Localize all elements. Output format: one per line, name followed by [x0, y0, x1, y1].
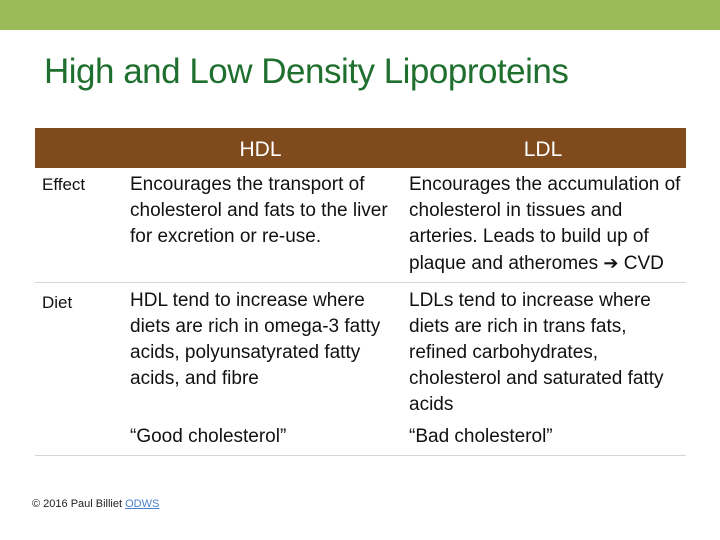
table-row-nickname — [35, 418, 686, 456]
table-row-effect — [35, 168, 686, 283]
row-label-effect: Effect — [42, 175, 86, 194]
row-label-diet: Diet — [35, 283, 121, 419]
table-row-diet — [35, 283, 686, 419]
effect-ldl-text: Encourages the accumulation of cholesterol in tissues and arteries. Leads to build up of plaque and atheromes — [409, 174, 681, 274]
row-label-empty — [35, 418, 121, 456]
diet-hdl-cell: HDL tend to increase where diets are rich in omega-3 fatty acids, polyunsatyrated fatty acids, and fibre — [121, 283, 400, 419]
lipoprotein-table — [35, 128, 686, 456]
diet-ldl-cell: LDLs tend to increase where diets are rich in trans fats, refined carbohydrates, cholesterol and saturated fatty acids — [400, 283, 686, 419]
effect-ldl-cell — [400, 168, 686, 283]
effect-hdl-cell: Encourages the transport of cholesterol and fats to the liver for excretion or re-use. — [130, 174, 388, 247]
effect-ldl-result: CVD — [623, 253, 664, 274]
arrow-right-icon: ➔ — [603, 253, 619, 273]
nickname-ldl-cell: “Bad cholesterol” — [400, 418, 686, 456]
odws-link[interactable]: ODWS — [125, 498, 160, 510]
header-ldl: LDL — [400, 128, 686, 168]
header-hdl: HDL — [121, 128, 400, 168]
footer-credit — [32, 498, 159, 510]
slide-title: High and Low Density Lipoproteins — [44, 52, 569, 91]
header-row — [35, 128, 686, 168]
copyright-text: © 2016 Paul Billiet — [32, 498, 123, 510]
nickname-hdl-cell: “Good cholesterol” — [121, 418, 400, 456]
header-empty — [35, 128, 121, 168]
top-accent-bar — [0, 0, 720, 30]
